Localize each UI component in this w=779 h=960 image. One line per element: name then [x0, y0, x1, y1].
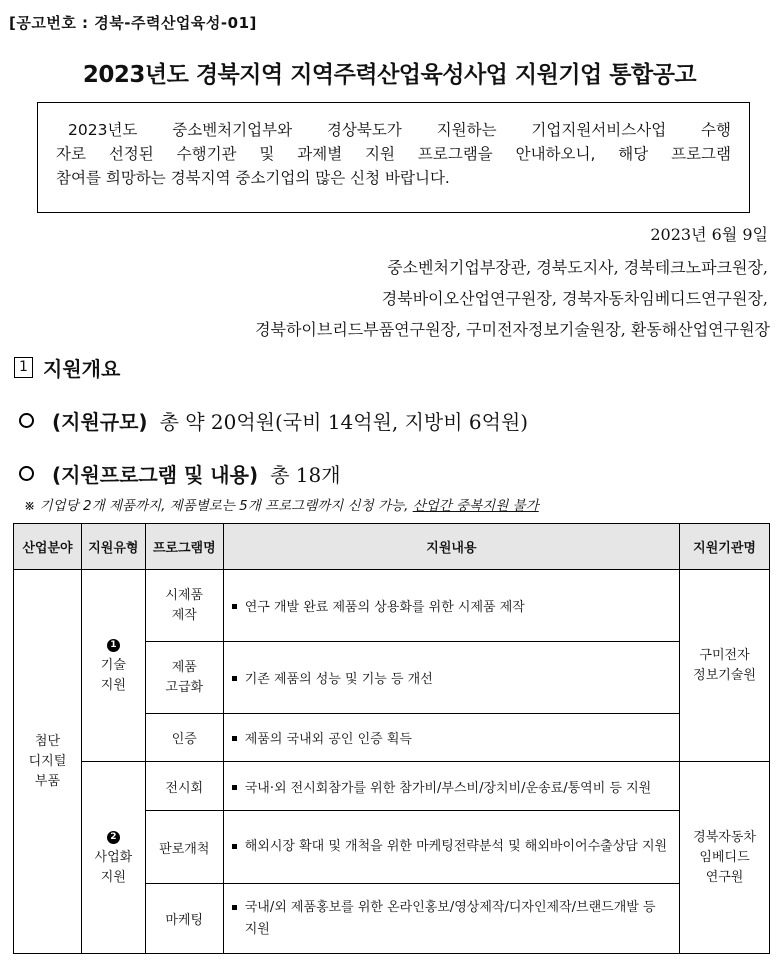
content-cell [223, 762, 679, 811]
page-title: 2023년도 경북지역 지역주력산업육성사업 지원기업 통합공고 [82, 62, 697, 88]
program-text: 판로개척 [159, 841, 210, 857]
support-scale-text: 총 약 20억원(국비 14억원, 지방비 6억원) [159, 410, 529, 434]
support-scale-label: (지원규모) [52, 410, 148, 434]
content-cell [223, 811, 679, 884]
section-number: 1 [14, 357, 33, 378]
content-text: 국내·외 전시회참가를 위한 참가비/부스비/장치비/운송료/통역비 등 지원 [244, 780, 652, 796]
content-cell [223, 714, 679, 762]
program-cell [145, 762, 223, 811]
intro-line: 2023년도 중소벤처기업부와 경상북도가 지원하는 기업지원서비스사업 수행 [68, 121, 731, 139]
support-program-label: (지원프로그램 및 내용) [52, 463, 259, 487]
support-scale-line [19, 406, 528, 435]
section-title: 지원개요 [43, 357, 121, 381]
table-row [14, 570, 770, 642]
note-underlined: 산업간 중복지원 불가 [412, 498, 539, 514]
header-industry: 산업분야 [14, 524, 82, 570]
content-text: 제품의 국내외 공인 인증 획득 [244, 732, 412, 747]
number-2-icon: 2 [107, 831, 120, 844]
content-text: 국내/외 제품홍보를 위한 온라인홍보/영상제작/디자인제작/브랜드개발 등 지원 [244, 899, 656, 937]
program-table [13, 523, 770, 954]
intro-line: 자로 선정된 수행기관 및 과제별 지원 프로그램을 안내하오니, 해당 프로그램 [56, 145, 731, 163]
agency-cell [680, 570, 770, 762]
program-cell [145, 642, 223, 714]
content-text: 기존 제품의 성능 및 기능 등 개선 [244, 672, 433, 687]
square-bullet-icon [232, 905, 237, 910]
industry-cell [14, 570, 82, 954]
note-text: ※ 기업당 2개 제품까지, 제품별로는 5개 프로그램까지 신청 가능, [24, 498, 413, 514]
agency-text: 경북자동차 [693, 829, 756, 845]
table-row [14, 762, 770, 811]
square-bullet-icon [232, 604, 237, 609]
header-program: 프로그램명 [145, 524, 223, 570]
program-text: 마케팅 [165, 913, 204, 928]
square-bullet-icon [232, 785, 237, 790]
header-content: 지원내용 [223, 524, 679, 570]
note-line [24, 494, 539, 514]
industry-text: 첨단 [34, 733, 61, 749]
industry-text: 디지털 [28, 753, 67, 769]
support-program-text: 총 18개 [270, 463, 341, 487]
header-agency: 지원기관명 [680, 524, 770, 570]
program-cell [145, 570, 223, 642]
agency-text: 임베디드 [699, 849, 750, 865]
notice-number: [공고번호 : 경북-주력산업육성-01] [9, 14, 257, 32]
program-text: 전시회 [165, 780, 204, 796]
content-cell [223, 884, 679, 954]
agency-text: 구미전자 [699, 647, 750, 663]
program-text: 고급화 [165, 679, 204, 695]
type-cell-biz [81, 762, 145, 954]
issuer-line: 중소벤처기업부장관, 경북도지사, 경북테크노파크원장, [387, 258, 768, 277]
agency-cell [680, 762, 770, 954]
type-text: 지원 [100, 677, 126, 693]
program-cell [145, 811, 223, 884]
content-cell [223, 642, 679, 714]
program-text: 제작 [171, 607, 197, 623]
square-bullet-icon [232, 736, 237, 741]
industry-text: 부품 [34, 773, 61, 789]
header-type: 지원유형 [81, 524, 145, 570]
type-cell-tech [81, 570, 145, 762]
type-text: 사업화 [94, 849, 133, 865]
intro-line: 참여를 희망하는 경북지역 중소기업의 많은 신청 바랍니다. [56, 169, 450, 187]
content-cell [223, 570, 679, 642]
square-bullet-icon [232, 676, 237, 681]
circle-bullet-icon [19, 413, 34, 428]
program-cell [145, 884, 223, 954]
issuer-line: 경북바이오산업연구원장, 경북자동차임베디드연구원장, [381, 289, 768, 308]
table-header-row [14, 524, 770, 570]
type-text: 기술 [100, 657, 126, 673]
issuer-line: 경북하이브리드부품연구원장, 구미전자정보기술원장, 환동해산업연구원장 [255, 320, 770, 339]
agency-text: 연구원 [705, 869, 744, 885]
issue-date: 2023년 6월 9일 [650, 225, 768, 244]
number-1-icon: 1 [107, 639, 120, 652]
circle-bullet-icon [19, 466, 34, 481]
program-text: 인증 [171, 732, 197, 747]
program-cell [145, 714, 223, 762]
content-text: 연구 개발 완료 제품의 상용화를 위한 시제품 제작 [244, 600, 525, 615]
intro-box [37, 102, 750, 213]
section-heading [14, 353, 120, 382]
square-bullet-icon [232, 844, 237, 849]
agency-text: 정보기술원 [693, 667, 756, 683]
content-text: 해외시장 확대 및 개척을 위한 마케팅전략분석 및 해외바이어수출상담 지원 [244, 839, 668, 854]
support-program-line [19, 459, 341, 488]
type-text: 지원 [100, 869, 126, 885]
program-text: 제품 [171, 659, 197, 675]
program-text: 시제품 [165, 587, 204, 603]
